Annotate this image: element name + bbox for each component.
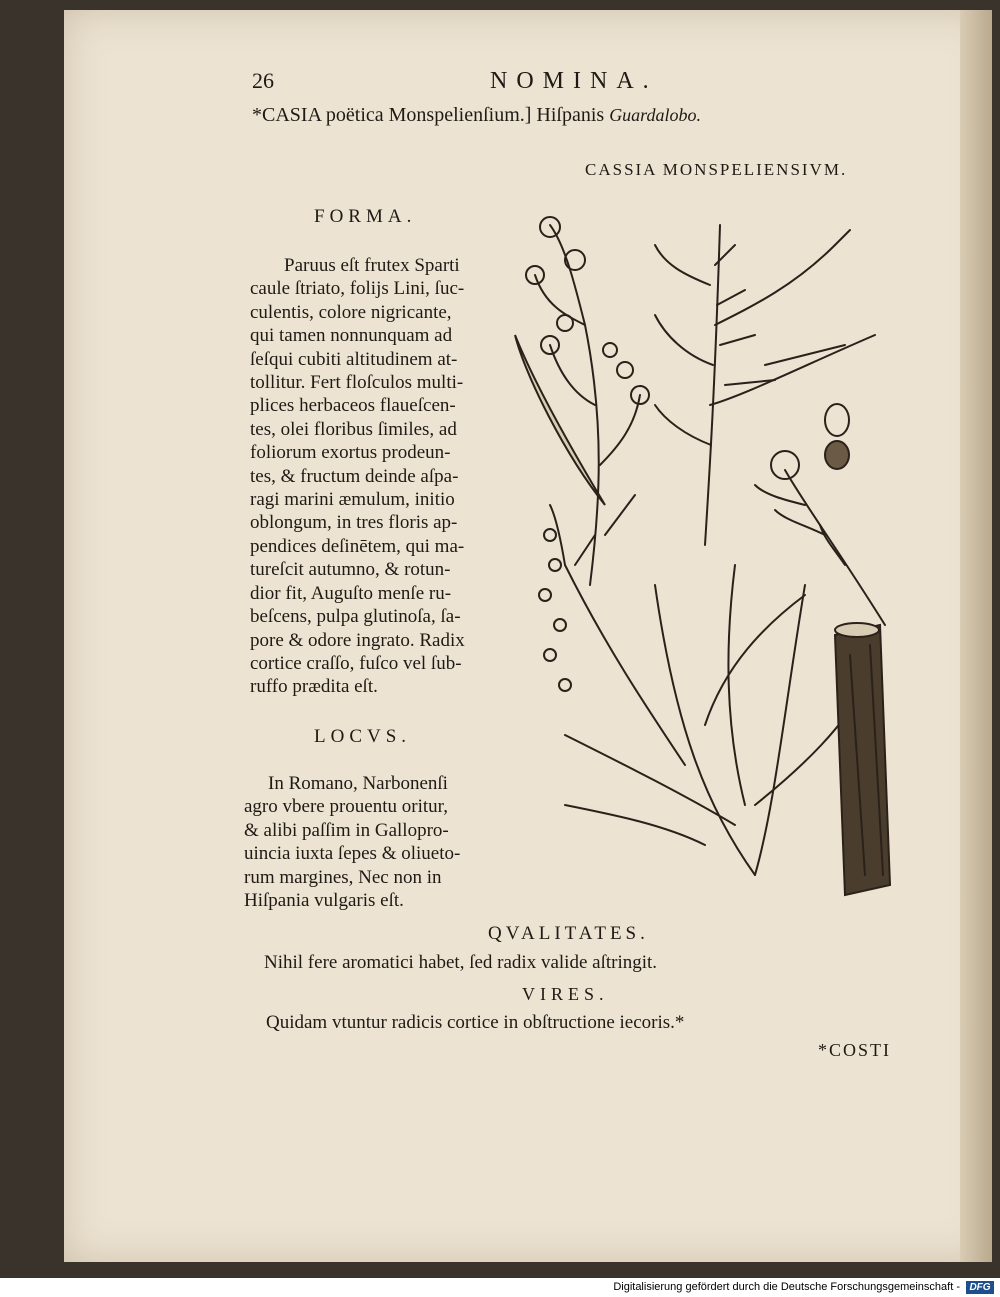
forma-line: beſcens, pulpa glutinoſa, ſa-: [250, 606, 461, 628]
forma-line: tureſcit autumno, & rotun-: [250, 559, 451, 581]
forma-line: Paruus eſt frutex Sparti: [284, 255, 460, 276]
forma-line: oblongum, in tres floris ap-: [250, 512, 458, 534]
forma-line: pendices deſinētem, qui ma-: [250, 535, 465, 557]
root-bark: [835, 623, 890, 895]
forma-line: tes, olei floribus ſimiles, ad: [250, 418, 457, 440]
seed-pods: [825, 404, 849, 469]
running-head: NOMINA.: [490, 68, 658, 94]
footer-text: Digitalisierung gefördert durch die Deutsche Forschungsgemeinschaft -: [613, 1281, 960, 1293]
forma-line: dior fit, Auguſto menſe ru-: [250, 582, 452, 604]
dfg-logo: DFG: [966, 1281, 994, 1294]
shrub-branch: [539, 505, 865, 875]
forma-line: tes, & fructum deinde aſpa-: [250, 465, 459, 487]
headline-italic: Guardalobo.: [609, 105, 702, 125]
page-number: 26: [252, 68, 274, 93]
forma-line: cortice craſſo, fuſco vel ſub-: [250, 652, 462, 674]
section-heading-forma: FORMA.: [314, 206, 417, 227]
forma-line: plices herbaceos flaueſcen-: [250, 395, 456, 417]
catchword: *COSTI: [818, 1040, 892, 1060]
locus-line: & alibi paſſim in Gallopro-: [244, 819, 449, 841]
forma-line: culentis, colore nigricante,: [250, 301, 452, 323]
forma-line: caule ſtriato, folijs Lini, ſuc-: [250, 278, 465, 300]
forma-line: foliorum exortus prodeun-: [250, 442, 451, 464]
section-heading-locus: LOCVS.: [314, 726, 412, 747]
locus-line: uincia iuxta ſepes & oliueto-: [244, 843, 461, 865]
headline-main: *CASIA poëtica Monspelienſium.] Hiſpanis: [252, 104, 605, 126]
forma-line: ſeſqui cubiti altitudinem at-: [250, 348, 458, 370]
locus-line: rum margines, Nec non in: [244, 866, 442, 888]
locus-line: Hiſpania vulgaris eſt.: [244, 890, 404, 912]
page-edge: [960, 10, 992, 1262]
flower-sprig: [755, 451, 885, 625]
forma-line: qui tamen nonnunquam ad: [250, 325, 453, 347]
forma-paragraph: [250, 254, 520, 699]
forma-line: pore & odore ingrato. Radix: [250, 629, 465, 651]
leafy-stem-right: [655, 225, 875, 545]
forma-line: ragi marini æmulum, initio: [250, 489, 455, 511]
figure-caption: CASSIA MONSPELIENSIVM.: [585, 160, 848, 179]
forma-line: ruffo prædita eſt.: [250, 676, 378, 698]
locus-line: In Romano, Narbonenſi: [268, 773, 448, 794]
forma-line: tollitur. Fert floſculos multi-: [250, 372, 464, 394]
locus-paragraph: [244, 772, 524, 912]
footer-bar: [0, 1278, 1000, 1297]
qualitates-text: Nihil fere aromatici habet, ſed radix valide aſtringit.: [264, 952, 658, 973]
vires-text: Quidam vtuntur radicis cortice in obſtructione iecoris.*: [266, 1012, 685, 1033]
section-heading-vires: VIRES.: [522, 984, 609, 1004]
section-heading-qualitates: QVALITATES.: [488, 923, 649, 944]
plant-woodcut-illustration: [505, 205, 905, 900]
locus-line: agro vbere prouentu oritur,: [244, 796, 448, 818]
headline: [252, 104, 701, 127]
flowering-stem-left: [515, 217, 649, 585]
